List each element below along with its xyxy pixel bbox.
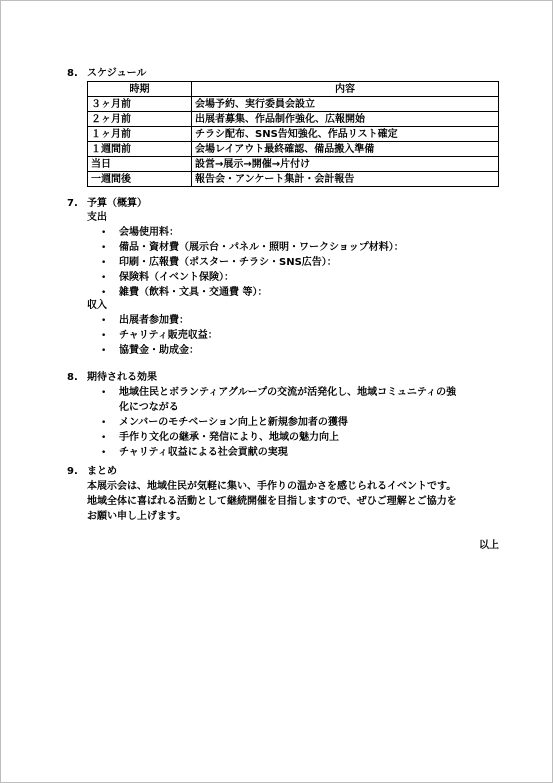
table-row [88, 157, 499, 172]
table-row [88, 142, 499, 157]
table-row [88, 172, 499, 187]
period-cell: 一週間後 [88, 172, 192, 187]
period-cell: ２ヶ月前 [88, 112, 192, 127]
content-cell: 会場レイアウト最終確認、備品搬入準備 [192, 142, 499, 157]
effect-item: メンバーのモチベーション向上と新規参加者の獲得 [119, 417, 348, 428]
expense-item: 雑費（飲料・文具・交通費 等）： [119, 287, 268, 298]
bullet-icon: • [101, 243, 107, 253]
expense-item: 印刷・広報費（ポスター・チラシ・SNS広告）： [119, 257, 337, 268]
bullet-icon: • [101, 346, 107, 356]
summary-heading: まとめ [87, 466, 117, 477]
content-cell: 報告会・アンケート集計・会計報告 [192, 172, 499, 187]
summary-line: 本展示会は、地域住民が気軽に集い、手作りの温かさを感じられるイベントです。 [87, 481, 457, 492]
content-cell: 出展者募集、作品制作強化、広報開始 [192, 112, 499, 127]
expense-item: 保険料（イベント保険）： [119, 272, 234, 283]
income-item: チャリティ販売収益： [119, 330, 218, 341]
bullet-icon: • [101, 288, 107, 298]
summary-line: 地域全体に喜ばれる活動として継続開催を目指しますので、ぜひご理解とご協力を [87, 496, 457, 507]
bullet-icon: • [101, 388, 107, 398]
schedule-table [87, 81, 499, 187]
income-item: 協賛金・助成金： [119, 345, 199, 356]
effect-item-continuation: 化につながる [119, 402, 179, 413]
expense-item: 会場使用料： [119, 227, 179, 238]
column-header-period: 時期 [88, 82, 192, 97]
effects-heading: 期待される効果 [87, 372, 157, 383]
effect-item: 地域住民とボランティアグループの交流が活発化し、地域コミュニティの強 [119, 387, 457, 398]
expense-label: 支出 [87, 212, 107, 223]
period-cell: １ヶ月前 [88, 127, 192, 142]
bullet-icon: • [101, 448, 107, 458]
bullet-icon: • [101, 228, 107, 238]
content-cell: 設営→展示→開催→片付け [192, 157, 499, 172]
period-cell: １週間前 [88, 142, 192, 157]
income-item: 出展者参加費： [119, 315, 189, 326]
table-row [88, 112, 499, 127]
table-row [88, 97, 499, 112]
table-row [88, 127, 499, 142]
effect-item: チャリティ収益による社会貢献の実現 [119, 447, 288, 458]
bullet-icon: • [101, 433, 107, 443]
bullet-icon: • [101, 258, 107, 268]
period-cell: ３ヶ月前 [88, 97, 192, 112]
content-cell: チラシ配布、SNS告知強化、作品リスト確定 [192, 127, 499, 142]
effect-item: 手作り文化の継承・発信により、地域の魅力向上 [119, 432, 339, 443]
income-label: 収入 [87, 300, 107, 311]
bullet-icon: • [101, 331, 107, 341]
schedule-section-number: 8. [67, 68, 78, 79]
effects-section-number: 8. [67, 372, 78, 383]
bullet-icon: • [101, 316, 107, 326]
closing-text: 以上 [479, 540, 499, 551]
budget-heading: 予算（概算） [87, 198, 147, 209]
summary-line: お願い申し上げます。 [87, 511, 187, 522]
bullet-icon: • [101, 273, 107, 283]
summary-section-number: 9. [67, 466, 78, 477]
column-header-content: 内容 [192, 82, 499, 97]
schedule-heading: スケジュール [87, 68, 147, 79]
table-header-row [88, 82, 499, 97]
bullet-icon: • [101, 418, 107, 428]
period-cell: 当日 [88, 157, 192, 172]
budget-section-number: 7. [67, 198, 78, 209]
expense-item: 備品・資材費（展示台・パネル・照明・ワークショップ材料）： [119, 242, 404, 253]
content-cell: 会場予約、実行委員会設立 [192, 97, 499, 112]
